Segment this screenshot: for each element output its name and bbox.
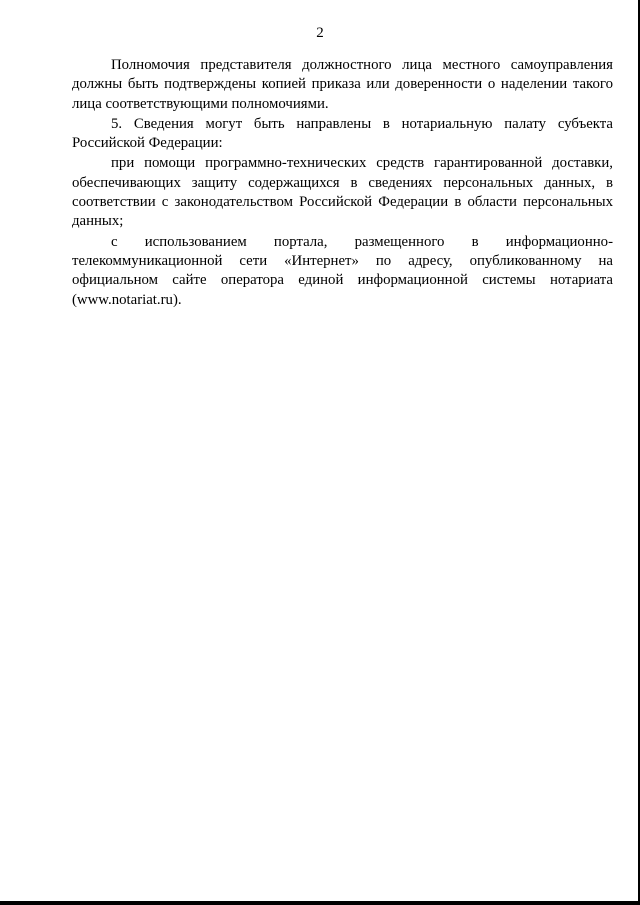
paragraph-item-5-intro: 5. Сведения могут быть направлены в нотариальную палату субъекта Российской Федерации:: [72, 115, 613, 152]
page-number: 2: [316, 25, 324, 41]
document-body: [72, 56, 613, 310]
scan-edge-bottom: [0, 901, 640, 905]
paragraph-secure-delivery: при помощи программно-технических средств гарантированной доставки, обеспечивающих защиту содержащихся в сведениях персональных данных, в соответствии с законодательством Российской Федерации в области персональных данных;: [72, 155, 613, 230]
paragraph-portal-submission: с использованием портала, размещенного в информационно-телекоммуникационной сети «Интернет» по адресу, опубликованному на официальном сайте оператора единой информационной системы нотариата (www.notariat.ru).: [72, 233, 613, 308]
paragraph-authority-confirmation: Полномочия представителя должностного лица местного самоуправления должны быть подтверждены копией приказа или доверенности о наделении такого лица соответствующими полномочиями.: [72, 57, 613, 112]
